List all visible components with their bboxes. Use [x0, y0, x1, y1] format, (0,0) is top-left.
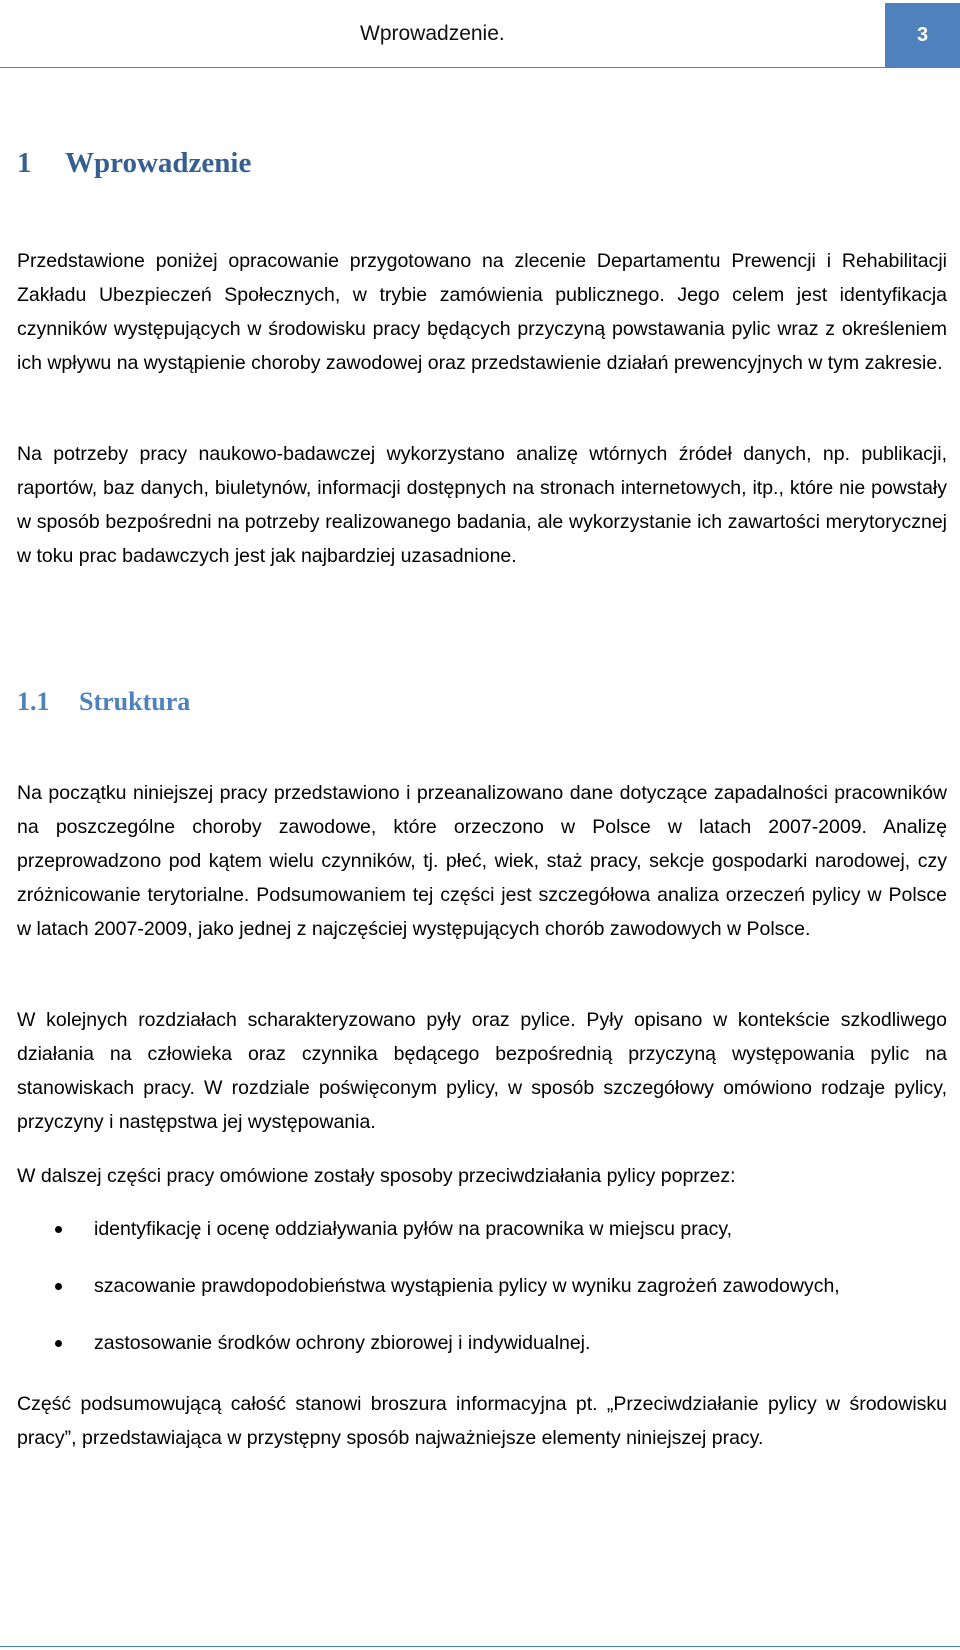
body-paragraph: W dalszej części pracy omówione zostały sposoby przeciwdziałania pylicy poprzez:: [17, 1165, 736, 1187]
list-item: [17, 1269, 947, 1303]
list-item-text: zastosowanie środków ochrony zbiorowej i indywidualnej.: [94, 1332, 591, 1354]
bullet-icon: [55, 1226, 62, 1233]
section-title: Wprowadzenie: [65, 147, 252, 179]
header-divider: [0, 67, 960, 68]
bullet-list: [17, 1212, 947, 1383]
list-item-text: identyfikację i ocenę oddziaływania pyłów na pracownika w miejscu pracy,: [94, 1218, 733, 1240]
closing-paragraph: Część podsumowującą całość stanowi broszura informacyjna pt. „Przeciwdziałanie pylicy w środowisku pracy”, przedstawiająca w przystępny sposób najważniejsze elementy niniejszej pracy.: [17, 1393, 947, 1449]
subsection-number: 1.1: [17, 687, 50, 716]
section-number: 1: [17, 147, 32, 179]
page-header: [0, 0, 960, 68]
list-item: [17, 1212, 947, 1246]
body-paragraph: W kolejnych rozdziałach scharakteryzowano pyły oraz pylice. Pyły opisano w kontekście szkodliwego działania na człowieka oraz czynnika będącego bezpośrednią przyczyną występowania pylic na stanowiskach pracy. W rozdziale poświęconym pylicy, w sposób szczegółowy omówiono rodzaje pylicy, przyczyny i następstwa jej występowania.: [17, 1009, 947, 1133]
page-number-badge: [885, 3, 960, 67]
subsection-heading: [17, 686, 190, 718]
subsection-title: Struktura: [79, 687, 191, 716]
list-item-text: szacowanie prawdopodobieństwa wystąpienia pylicy w wyniku zagrożeń zawodowych,: [94, 1275, 840, 1297]
page-number: 3: [916, 23, 929, 46]
footer-divider: [0, 1646, 960, 1647]
body-paragraph: Przedstawione poniżej opracowanie przygotowano na zlecenie Departamentu Prewencji i Rehabilitacji Zakładu Ubezpieczeń Społecznych, w trybie zamówienia publicznego. Jego celem jest identyfikacja czynników występujących w środowisku pracy będących przyczyną powstawania pylic wraz z określeniem ich wpływu na wystąpienie choroby zawodowej oraz przedstawienie działań prewencyjnych w tym zakresie.: [17, 250, 947, 374]
list-item: [17, 1326, 947, 1360]
bullet-icon: [55, 1340, 62, 1347]
running-header-title: Wprowadzenie.: [360, 22, 505, 45]
body-paragraph: Na początku niniejszej pracy przedstawiono i przeanalizowano dane dotyczące zapadalności pracowników na poszczególne choroby zawodowe, które orzeczono w Polsce w latach 2007-2009. Analizę przeprowadzono pod kątem wielu czynników, tj. płeć, wiek, staż pracy, sekcje gospodarki narodowej, czy zróżnicowanie terytorialne. Podsumowaniem tej części jest szczegółowa analiza orzeczeń pylicy w Polsce w latach 2007-2009, jako jednej z najczęściej występujących chorób zawodowych w Polsce.: [17, 782, 947, 940]
body-paragraph: Na potrzeby pracy naukowo-badawczej wykorzystano analizę wtórnych źródeł danych, np. publikacji, raportów, baz danych, biuletynów, informacji dostępnych na stronach internetowych, itp., które nie powstały w sposób bezpośredni na potrzeby realizowanego badania, ale wykorzystanie ich zawartości merytorycznej w toku prac badawczych jest jak najbardziej uzasadnione.: [17, 443, 947, 567]
section-heading-1: [17, 145, 251, 181]
bullet-icon: [55, 1283, 62, 1290]
